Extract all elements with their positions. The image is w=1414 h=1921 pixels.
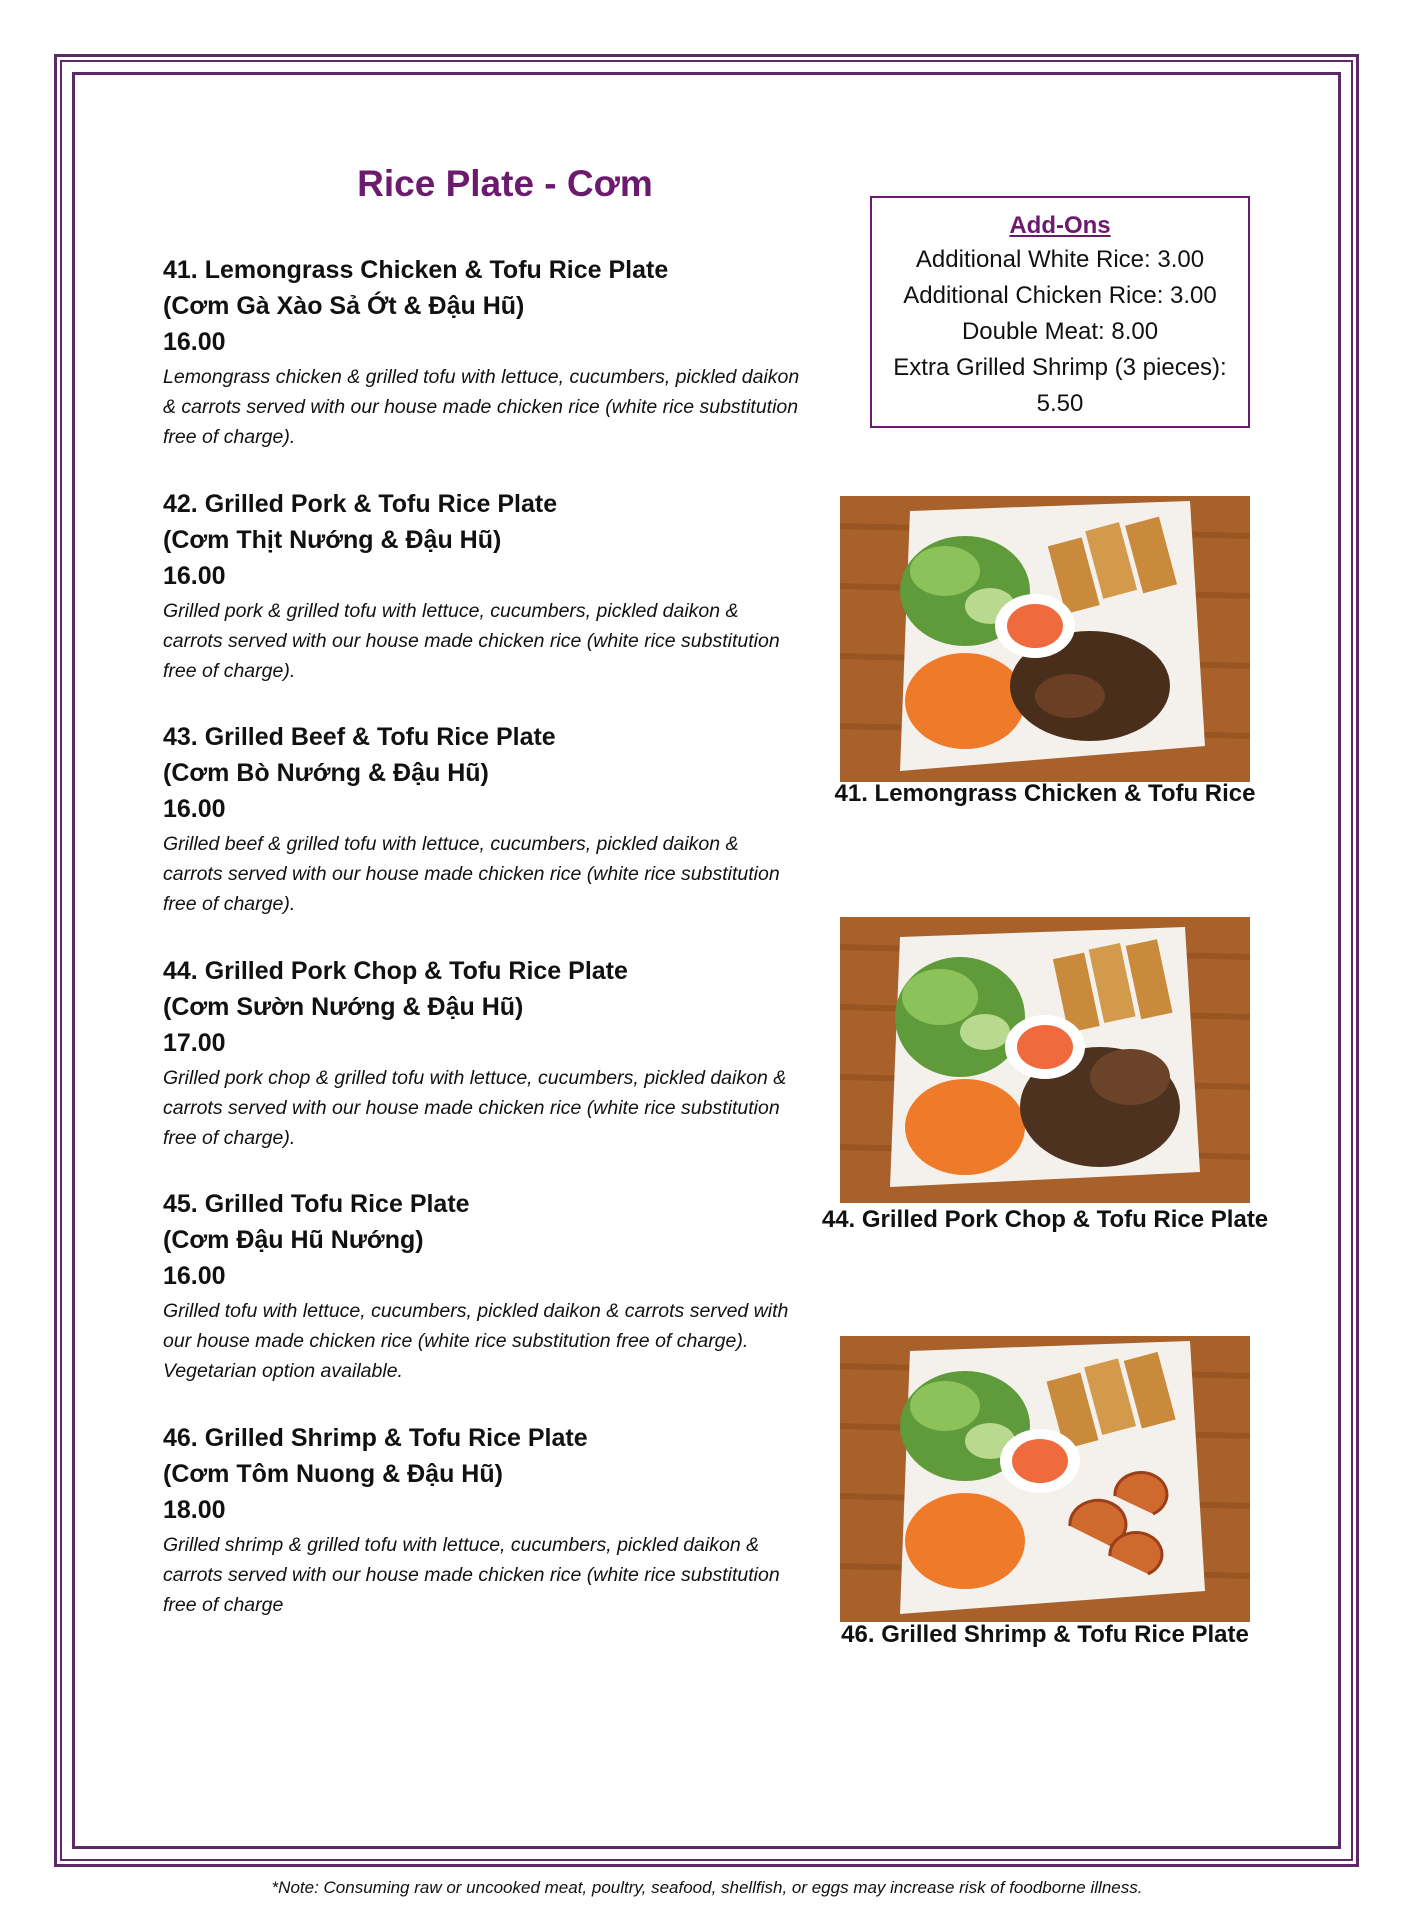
description-line: & carrots served with our house made chicken rice (white rice substitution [163,396,799,418]
item-name: 44. Grilled Pork Chop & Tofu Rice Plate [163,957,628,985]
description-line: Grilled shrimp & grilled tofu with lettuce, cucumbers, pickled daikon & [163,1534,760,1556]
item-description [163,362,853,452]
item-vietnamese-name: (Cơm Bò Nướng & Đậu Hũ) [163,759,489,787]
item-price: 16.00 [163,1262,226,1290]
description-line: Grilled pork & grilled tofu with lettuce, cucumbers, pickled daikon & [163,600,739,622]
item-description [163,596,853,686]
menu-item-41 [163,252,853,452]
description-line: our house made chicken rice (white rice substitution free of charge). [163,1330,749,1352]
photo-caption-41: 41. Lemongrass Chicken & Tofu Rice [834,780,1256,807]
menu-item-45 [163,1186,853,1386]
footnote: *Note: Consuming raw or uncooked meat, poultry, seafood, shellfish, or eggs may increase risk of foodborne illness. [271,1878,1143,1897]
description-line: Grilled pork chop & grilled tofu with lettuce, cucumbers, pickled daikon & [163,1067,787,1089]
item-description [163,829,853,919]
item-price: 17.00 [163,1029,226,1057]
item-name: 43. Grilled Beef & Tofu Rice Plate [163,723,556,751]
food-photo-41 [840,496,1250,782]
description-line: Vegetarian option available. [163,1360,403,1382]
photo-caption-44: 44. Grilled Pork Chop & Tofu Rice Plate [821,1206,1269,1233]
description-line: carrots served with our house made chicken rice (white rice substitution [163,630,780,652]
add-ons-heading: Add-Ons [1009,212,1111,239]
item-name: 46. Grilled Shrimp & Tofu Rice Plate [163,1424,588,1452]
item-name: 41. Lemongrass Chicken & Tofu Rice Plate [163,256,669,284]
item-description [163,1530,853,1620]
add-on-line: Double Meat: 8.00 [961,318,1159,345]
item-price: 18.00 [163,1496,226,1524]
menu-item-43 [163,719,853,919]
item-vietnamese-name: (Cơm Sườn Nướng & Đậu Hũ) [163,993,524,1021]
description-line: free of charge). [163,1127,296,1149]
item-name: 45. Grilled Tofu Rice Plate [163,1190,470,1218]
add-on-line: Additional White Rice: 3.00 [915,246,1205,273]
description-line: free of charge). [163,660,296,682]
add-on-line: 5.50 [1036,390,1084,417]
description-line: Lemongrass chicken & grilled tofu with lettuce, cucumbers, pickled daikon [163,366,800,388]
description-line: free of charge [163,1594,284,1616]
description-line: carrots served with our house made chicken rice (white rice substitution [163,1097,780,1119]
item-vietnamese-name: (Cơm Gà Xào Sả Ớt & Đậu Hũ) [163,292,525,320]
food-photo-46 [840,1336,1250,1622]
food-photo-44 [840,917,1250,1203]
item-description [163,1296,853,1386]
item-name: 42. Grilled Pork & Tofu Rice Plate [163,490,558,518]
item-description [163,1063,853,1153]
description-line: carrots served with our house made chicken rice (white rice substitution [163,1564,780,1586]
menu-item-46 [163,1420,853,1620]
description-line: carrots served with our house made chicken rice (white rice substitution [163,863,780,885]
description-line: Grilled tofu with lettuce, cucumbers, pickled daikon & carrots served with [163,1300,789,1322]
item-vietnamese-name: (Cơm Đậu Hũ Nướng) [163,1226,424,1254]
item-vietnamese-name: (Cơm Tôm Nuong & Đậu Hũ) [163,1460,503,1488]
add-ons-box [870,196,1250,428]
item-price: 16.00 [163,795,226,823]
add-on-line: Additional Chicken Rice: 3.00 [903,282,1217,309]
menu-item-44 [163,953,853,1153]
description-line: free of charge). [163,426,296,448]
description-line: Grilled beef & grilled tofu with lettuce, cucumbers, pickled daikon & [163,833,739,855]
photo-caption-46: 46. Grilled Shrimp & Tofu Rice Plate [841,1621,1249,1648]
item-vietnamese-name: (Cơm Thịt Nướng & Đậu Hũ) [163,526,502,554]
add-on-line: Extra Grilled Shrimp (3 pieces): [893,354,1227,381]
menu-item-42 [163,486,853,686]
description-line: free of charge). [163,893,296,915]
item-price: 16.00 [163,562,226,590]
page-title: Rice Plate - Cơm [357,163,653,204]
item-price: 16.00 [163,328,226,356]
